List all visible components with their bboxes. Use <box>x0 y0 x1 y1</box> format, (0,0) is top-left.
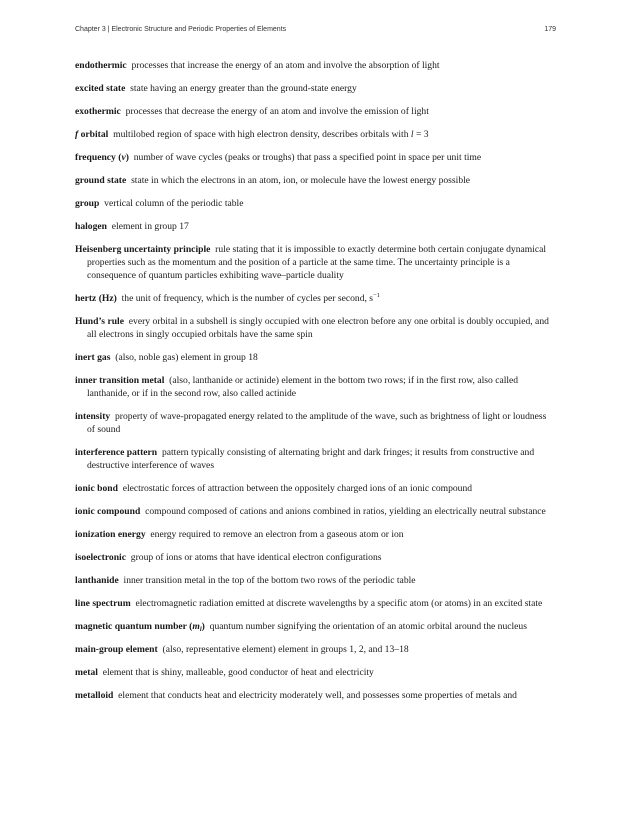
term-text: ground state <box>75 175 127 186</box>
glossary-term <box>75 129 108 140</box>
glossary-term <box>75 644 158 655</box>
term-text: line spectrum <box>75 598 131 609</box>
term-text: exothermic <box>75 106 121 117</box>
term-text: isoelectronic <box>75 552 126 563</box>
term-tail: ) <box>125 152 129 163</box>
definition-text: pattern typically consisting of alternating bright and dark fringes; it results from constructive and destructive interference of waves <box>87 447 535 471</box>
definition-text: (also, lanthanide or actinide) element in the bottom two rows; if in the first row, also called lanthanide, or if in the second row, also called actinide <box>87 375 519 399</box>
term-text: metal <box>75 667 98 678</box>
definition-superscript: −1 <box>373 292 380 299</box>
glossary-definition <box>87 411 546 435</box>
glossary-entry <box>75 315 553 341</box>
definition-text: every orbital in a subshell is singly occupied with one electron before any one orbital is doubly occupied, and all electrons in singly occupied orbitals have the same spin <box>87 316 549 340</box>
glossary-entry <box>75 446 553 472</box>
definition-text: electrostatic forces of attraction between the oppositely charged ions of an ionic compound <box>122 483 473 494</box>
definition-text: compound composed of cations and anions combined in ratios, yielding an electrically neutral substance <box>145 506 546 517</box>
glossary-term <box>75 198 99 209</box>
glossary-definition <box>150 529 403 540</box>
glossary-definition <box>131 552 382 563</box>
definition-text: inner transition metal in the top of the bottom two rows of the periodic table <box>123 575 416 586</box>
glossary-entry <box>75 351 553 364</box>
glossary-definition <box>123 483 472 494</box>
term-text: Hund’s rule <box>75 316 124 327</box>
term-tail: ) <box>201 621 205 632</box>
page-number: 179 <box>544 26 556 33</box>
definition-text: electromagnetic radiation emitted at discrete wavelengths by a specific atom (or atoms) in an excited state <box>135 598 543 609</box>
definition-text: property of wave-propagated energy related to the amplitude of the wave, such as brightness of light or loudness of sound <box>87 411 547 435</box>
glossary-definition <box>132 60 440 71</box>
term-text: endothermic <box>75 60 127 71</box>
glossary-definition <box>145 506 546 517</box>
glossary-definition <box>104 198 243 209</box>
definition-text: quantum number signifying the orientation of an atomic orbital around the nucleus <box>209 621 527 632</box>
glossary-term <box>75 316 124 327</box>
glossary-term <box>75 575 119 586</box>
glossary-definition <box>118 690 517 701</box>
glossary-definition <box>163 644 409 655</box>
definition-tail: = 3 <box>416 129 429 140</box>
term-text: inner transition metal <box>75 375 165 386</box>
glossary-entry <box>75 505 553 518</box>
glossary-term <box>75 352 110 363</box>
glossary-term <box>75 175 126 186</box>
glossary-entry <box>75 59 553 72</box>
definition-text: vertical column of the periodic table <box>104 198 244 209</box>
term-text: lanthanide <box>75 575 119 586</box>
glossary-definition <box>134 152 481 163</box>
glossary-entry <box>75 105 553 118</box>
definition-text: (also, noble gas) element in group 18 <box>115 352 258 363</box>
glossary-entry <box>75 597 553 610</box>
glossary-term <box>75 60 127 71</box>
definition-text: element that conducts heat and electricity moderately well, and possesses some properties of metals and <box>118 690 517 701</box>
glossary-term <box>75 621 205 632</box>
term-text: interference pattern <box>75 447 158 458</box>
glossary-definition <box>210 621 527 632</box>
term-text: intensity <box>75 411 111 422</box>
term-symbol: f <box>75 129 79 140</box>
definition-text: rule stating that it is impossible to exactly determine both certain conjugate dynamical properties such as the momentum and the position of a particle at the same time. The uncertainty principle is a consequence of quantum particles exhibiting wave–particle duality <box>87 244 547 281</box>
term-subscript: l <box>199 626 202 633</box>
definition-variable: l <box>410 129 414 140</box>
glossary-definition <box>113 129 428 140</box>
glossary-definition <box>103 667 374 678</box>
glossary-term <box>75 667 98 678</box>
term-text: ionic bond <box>75 483 118 494</box>
definition-text: (also, representative element) element in groups 1, 2, and 13–18 <box>162 644 409 655</box>
glossary-entry <box>75 410 553 436</box>
definition-text: processes that decrease the energy of an atom and involve the emission of light <box>125 106 429 117</box>
term-text: orbital <box>80 129 109 140</box>
definition-text: state in which the electrons in an atom, ion, or molecule have the lowest energy possible <box>131 175 471 186</box>
term-text: magnetic quantum number ( <box>75 621 193 632</box>
glossary-definition <box>112 221 189 232</box>
definition-text: energy required to remove an electron from a gaseous atom or ion <box>150 529 404 540</box>
glossary-definition <box>136 598 543 609</box>
definition-text: element that is shiny, malleable, good conductor of heat and electricity <box>102 667 374 678</box>
term-text: excited state <box>75 83 126 94</box>
glossary-term <box>75 83 125 94</box>
definition-text: the unit of frequency, which is the number of cycles per second, s <box>121 293 374 304</box>
glossary-entry <box>75 666 553 679</box>
glossary-entry <box>75 528 553 541</box>
term-text: Heisenberg uncertainty principle <box>75 244 211 255</box>
glossary-term <box>75 483 118 494</box>
glossary-entry <box>75 551 553 564</box>
glossary-definition <box>130 83 357 94</box>
definition-text: group of ions or atoms that have identical electron configurations <box>130 552 382 563</box>
definition-text: state having an energy greater than the ground-state energy <box>130 83 357 94</box>
glossary-term <box>75 690 113 701</box>
glossary-entry <box>75 174 553 187</box>
glossary-entry <box>75 482 553 495</box>
glossary-entry <box>75 374 553 400</box>
glossary-term <box>75 293 117 304</box>
glossary-term <box>75 244 210 255</box>
glossary-term <box>75 447 157 458</box>
glossary-entry <box>75 574 553 587</box>
term-text: frequency ( <box>75 152 122 163</box>
term-text: ionization energy <box>75 529 146 540</box>
glossary-definition <box>87 316 549 340</box>
glossary-entry <box>75 243 553 282</box>
glossary-definition <box>124 575 416 586</box>
glossary-entry <box>75 689 553 702</box>
glossary-definition <box>122 293 380 304</box>
term-text: main-group element <box>75 644 158 655</box>
glossary-entry <box>75 151 553 164</box>
glossary-term <box>75 375 164 386</box>
definition-text: multilobed region of space with high electron density, describes orbitals with <box>113 129 409 140</box>
glossary-term <box>75 106 121 117</box>
term-text: ionic compound <box>75 506 141 517</box>
definition-text: processes that increase the energy of an atom and involve the absorption of light <box>131 60 440 71</box>
term-text: hertz (Hz) <box>75 293 117 304</box>
definition-text: number of wave cycles (peaks or troughs) that pass a specified point in space per unit time <box>133 152 482 163</box>
glossary-definition <box>131 175 470 186</box>
glossary-entry <box>75 128 553 141</box>
glossary-entry <box>75 197 553 210</box>
glossary-term <box>75 506 140 517</box>
term-text: halogen <box>75 221 107 232</box>
definition-text: element in group 17 <box>111 221 189 232</box>
chapter-title: Chapter 3 | Electronic Structure and Periodic Properties of Elements <box>75 26 287 33</box>
glossary-entry <box>75 643 553 656</box>
glossary-term <box>75 552 126 563</box>
glossary-term <box>75 221 107 232</box>
term-text: inert gas <box>75 352 111 363</box>
term-symbol: ν <box>121 152 126 163</box>
glossary-term <box>75 152 129 163</box>
glossary-entry <box>75 220 553 233</box>
term-text: metalloid <box>75 690 114 701</box>
term-symbol: m <box>192 621 200 632</box>
glossary-entry <box>75 82 553 95</box>
glossary-definition <box>126 106 429 117</box>
glossary-entry <box>75 620 553 633</box>
term-text: group <box>75 198 100 209</box>
glossary-entry <box>75 292 553 305</box>
glossary-definition <box>115 352 258 363</box>
glossary-term <box>75 598 131 609</box>
glossary-term <box>75 411 110 422</box>
glossary-list <box>75 59 553 712</box>
glossary-term <box>75 529 146 540</box>
